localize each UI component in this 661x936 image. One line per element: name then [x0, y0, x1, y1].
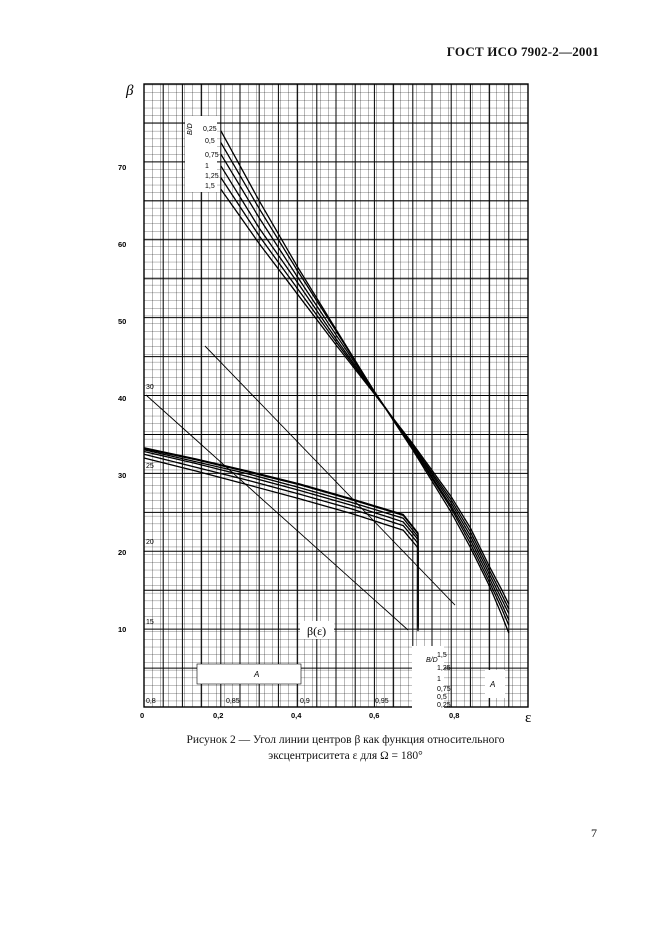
document-id: ГОСТ ИСО 7902-2—2001: [446, 44, 599, 59]
legend-entry: 1,25: [437, 665, 451, 672]
legend-entry: 0,25: [203, 126, 217, 133]
region-box-left: [197, 664, 301, 684]
legend-symbol: B/D: [426, 657, 438, 664]
y-tick-label: 20: [118, 548, 127, 557]
legend-entry: 1,5: [437, 652, 447, 659]
caption-line-2: эксцентриситета ε для Ω = 180°: [268, 750, 423, 762]
legend-entry: 1,5: [205, 183, 215, 190]
y-tick-label: 30: [118, 471, 127, 480]
y-tick-label: 70: [118, 163, 127, 172]
center-label: β(ε): [307, 624, 327, 638]
legend-entry: 1: [437, 676, 441, 683]
secondary-y-tick-label: 15: [146, 619, 154, 626]
legend-entry: 0,75: [437, 686, 451, 693]
x-tick-label: 0,2: [213, 711, 224, 720]
x-tick-label: 0,4: [291, 711, 302, 720]
y-tick-label: 10: [118, 625, 127, 634]
caption-line-1: Рисунок 2 — Угол линии центров β как функция относительного: [186, 734, 505, 746]
legend-entry: 0,75: [205, 152, 219, 159]
legend-entry: 0,5: [205, 138, 215, 145]
secondary-x-tick-label: 0,9: [300, 698, 310, 705]
x-tick-label: 0,8: [449, 711, 460, 720]
region-label-left: A: [254, 670, 260, 679]
legend-entry: 0,25: [437, 702, 451, 709]
legend-entry: 0,5: [437, 694, 447, 701]
secondary-x-tick-label: 0,8: [146, 698, 156, 705]
x-tick-label: 0,6: [369, 711, 380, 720]
secondary-x-tick-label: 0,95: [375, 698, 389, 705]
x-axis-title: ε: [525, 710, 532, 726]
legend-entry: 1: [205, 163, 209, 170]
y-tick-label: 40: [118, 394, 127, 403]
page-number: 7: [591, 826, 597, 840]
figure-caption: [0, 732, 661, 764]
y-axis-title: β: [126, 83, 134, 99]
secondary-y-tick-label: 25: [146, 463, 154, 470]
x-tick-label: 0: [140, 711, 145, 720]
legend-entry: 1,25: [205, 173, 219, 180]
secondary-y-tick-label: 20: [146, 539, 154, 546]
secondary-x-tick-label: 0,85: [226, 698, 240, 705]
secondary-y-tick-label: 30: [146, 384, 154, 391]
y-tick-label: 60: [118, 240, 127, 249]
legend-symbol: B/D: [187, 123, 194, 135]
x-tick-labels: [140, 711, 459, 720]
y-tick-labels: [118, 163, 126, 634]
region-label-right: A: [490, 680, 496, 689]
y-tick-label: 50: [118, 317, 127, 326]
